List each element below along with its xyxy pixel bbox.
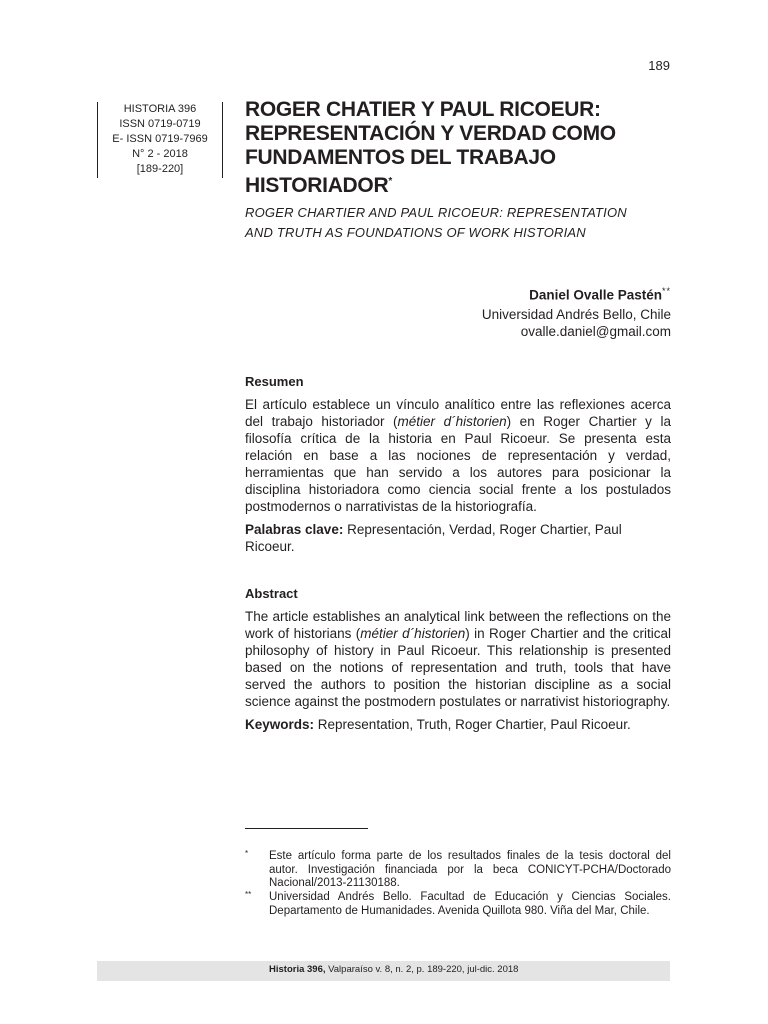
journal-number: N° 2 - 2018 [132, 148, 188, 160]
footnote-2 [245, 891, 671, 918]
resumen-text [245, 396, 671, 515]
footnote-1-text: Este artículo forma parte de los resultados finales de la tesis doctoral del autor. Investigación financiada por la beca CONICYT-PCHA/Doctorado Nacional/2013-21130188. [269, 850, 671, 889]
abstract-text [245, 608, 671, 710]
english-title [245, 203, 685, 243]
abstract-keywords [245, 716, 671, 733]
abstract-section [245, 585, 671, 733]
journal-eissn: E- ISSN 0719-7969 [112, 133, 208, 145]
author-affiliation: Universidad Andrés Bello, Chile [481, 306, 671, 322]
keywords-values: Representation, Truth, Roger Chartier, Paul Ricoeur. [314, 717, 631, 732]
journal-name: HISTORIA 396 [123, 103, 197, 115]
journal-info-box [97, 102, 223, 178]
footnote-1-marker: * [245, 849, 249, 858]
author-email[interactable]: ovalle.daniel@gmail.com [520, 323, 671, 339]
footnote-2-text: Universidad Andrés Bello. Facultad de Educación y Ciencias Sociales. Departamento de Humanidades. Avenida Quillota 980. Viña del Mar, Chile. [269, 891, 671, 917]
keywords-label: Keywords: [245, 717, 315, 732]
abstract-text-part: ) in Roger Chartier and the critical philosophy of history in Paul Ricoeur. This relationship is presented based on the notions of representation and truth, tools that have served the authors to position the historian discipline as a social science against the postmodern postulates or narrativist historiography. [245, 626, 671, 709]
abstract-heading: Abstract [245, 586, 298, 601]
author-name-text: Daniel Ovalle Pastén [529, 287, 662, 303]
journal-issn: ISSN 0719-0719 [119, 118, 201, 130]
author-name [380, 281, 671, 306]
footer-citation [269, 964, 518, 975]
resumen-keywords [245, 521, 671, 555]
footnote-2-marker: ** [245, 890, 252, 899]
palabras-clave-values: Representación, Verdad, Roger Chartier, Paul Ricoeur. [245, 522, 622, 554]
resumen-section [245, 373, 671, 555]
footnote-divider [245, 828, 368, 829]
author-footnote-marker[interactable]: ** [661, 286, 671, 296]
page-number: 189 [648, 58, 670, 73]
resumen-text-part: El artículo establece un vínculo analítico entre las reflexiones acerca del trabajo historiador ( [245, 397, 671, 429]
article-title [245, 98, 685, 198]
english-title-line-2: AND TRUTH AS FOUNDATIONS OF WORK HISTORIAN [245, 225, 586, 240]
palabras-clave-label: Palabras clave: [245, 522, 344, 537]
footer-bar [97, 961, 670, 981]
abstract-italic-term: métier d´historien [360, 626, 466, 641]
author-block [380, 281, 671, 340]
resumen-italic-term: métier d´historien [397, 414, 507, 429]
footer-details: Valparaíso v. 8, n. 2, p. 189-220, jul-dic. 2018 [325, 964, 519, 975]
resumen-heading: Resumen [245, 374, 304, 389]
title-footnote-marker[interactable]: * [388, 176, 392, 187]
article-title-text: ROGER CHATIER Y PAUL RICOEUR: REPRESENTACIÓN Y VERDAD COMO FUNDAMENTOS DEL TRABAJO HISTORIADOR [245, 98, 616, 197]
journal-pages: [189-220] [136, 163, 184, 175]
english-title-line-1: ROGER CHARTIER AND PAUL RICOEUR: REPRESENTATION [245, 205, 627, 220]
abstract-text-part: The article establishes an analytical link between the reflections on the work of historians ( [245, 609, 671, 641]
footnote-1 [245, 850, 671, 891]
footer-journal: Historia 396, [269, 964, 326, 975]
resumen-text-part: ) en Roger Chartier y la filosofía crítica de la historia en Paul Ricoeur. Se presenta esta relación en base a las nociones de representación y verdad, herramientas que han servido a los autores para posicionar la disciplina historiadora como ciencia social frente a los postulados postmodernos o narrativistas de la historiografía. [245, 414, 671, 514]
